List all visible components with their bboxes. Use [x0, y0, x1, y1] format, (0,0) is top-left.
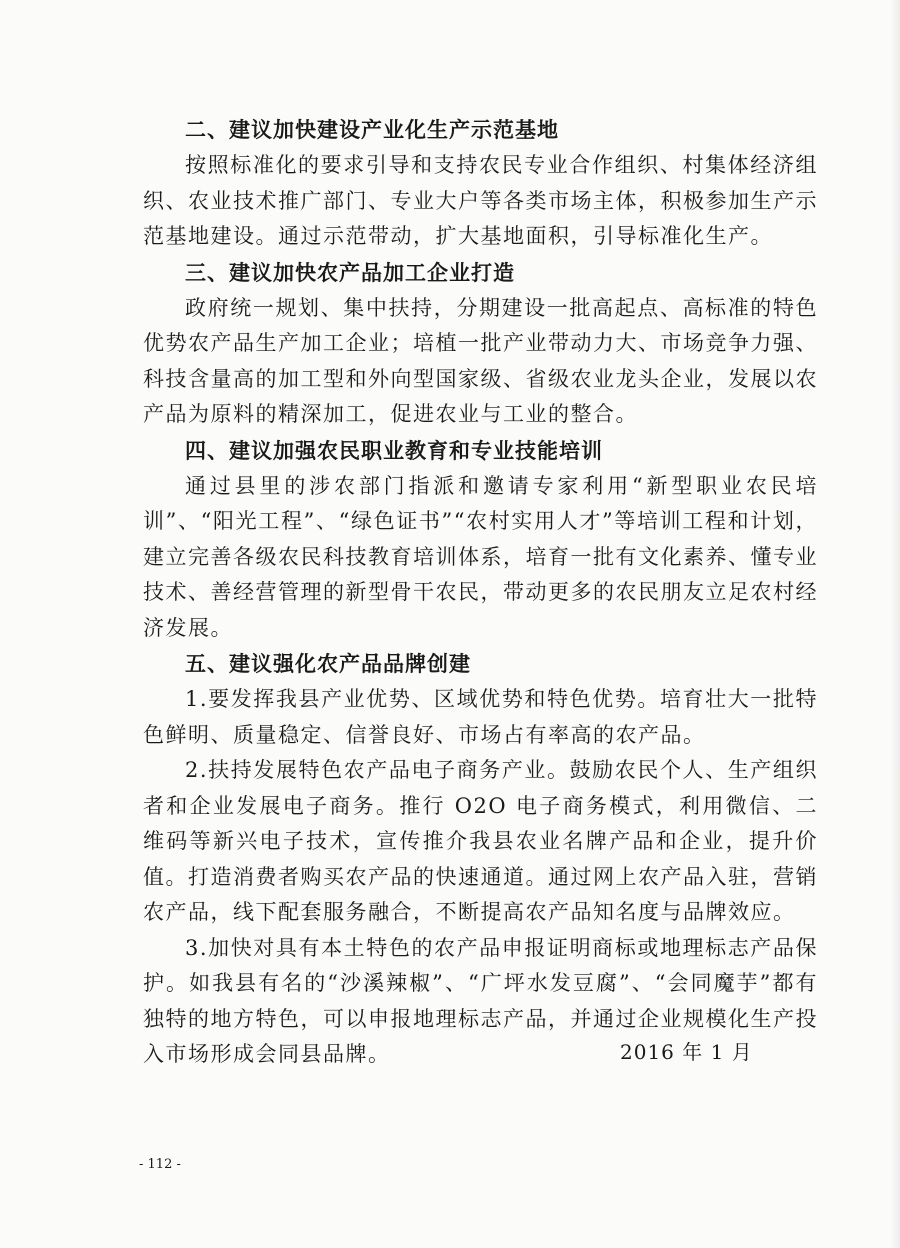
- section-5-item-1: 1.要发挥我县产业优势、区域优势和特色优势。培育壮大一批特色鲜明、质量稳定、信誉良好、市场占有率高的农产品。: [143, 687, 818, 747]
- section-4-paragraph: 通过县里的涉农部门指派和邀请专家利用“新型职业农民培训”、“阳光工程”、“绿色证书”“农村实用人才”等培训工程和计划，建立完善各级农民科技教育培训体系，培育一批有文化素养、懂专业技术、善经营管理的新型骨干农民，带动更多的农民朋友立足农村经济发展。: [143, 473, 818, 640]
- document-date: 2016 年 1 月: [620, 1040, 753, 1064]
- section-5-item-3: 3.加快对具有本土特色的农产品申报证明商标或地理标志产品保护。如我县有名的“沙溪辣椒”、“广坪水发豆腐”、“会同魔芋”都有独特的地方特色，可以申报地理标志产品，并通过企业规模化生产投入市场形成会同县品牌。: [143, 935, 818, 1066]
- section-heading-5: 五、建议强化农产品品牌创建: [185, 651, 471, 676]
- section-2-paragraph: 按照标准化的要求引导和支持农民专业合作组织、村集体经济组织、农业技术推广部门、专业大户等各类市场主体，积极参加生产示范基地建设。通过示范带动，扩大基地面积，引导标准化生产。: [143, 153, 818, 248]
- section-heading-4: 四、建议加强农民职业教育和专业技能培训: [185, 437, 603, 463]
- scan-edge-shadow: [890, 0, 900, 1248]
- section-3-paragraph: 政府统一规划、集中扶持，分期建设一批高起点、高标准的特色优势农产品生产加工企业；培植一批产业带动力大、市场竞争力强、科技含量高的加工型和外向型国家级、省级农业龙头企业，发展以农产品为原料的精深加工，促进农业与工业的整合。: [143, 295, 818, 426]
- section-heading-2: 二、建议加快建设产业化生产示范基地: [185, 117, 559, 142]
- document-body: [143, 112, 818, 1073]
- section-heading-3: 三、建议加快农产品加工企业打造: [185, 259, 515, 285]
- section-5-item-2: 2.扶持发展特色农产品电子商务产业。鼓励农民个人、生产组织者和企业发展电子商务。推行 O2O 电子商务模式，利用微信、二维码等新兴电子技术，宣传推介我县农业名牌产品和企业，提升价值。打造消费者购买农产品的快速通道。通过网上农产品入驻，营销农产品，线下配套服务融合，不断提高农产品知名度与品牌效应。: [143, 758, 818, 924]
- page-number: - 112 -: [139, 1157, 181, 1172]
